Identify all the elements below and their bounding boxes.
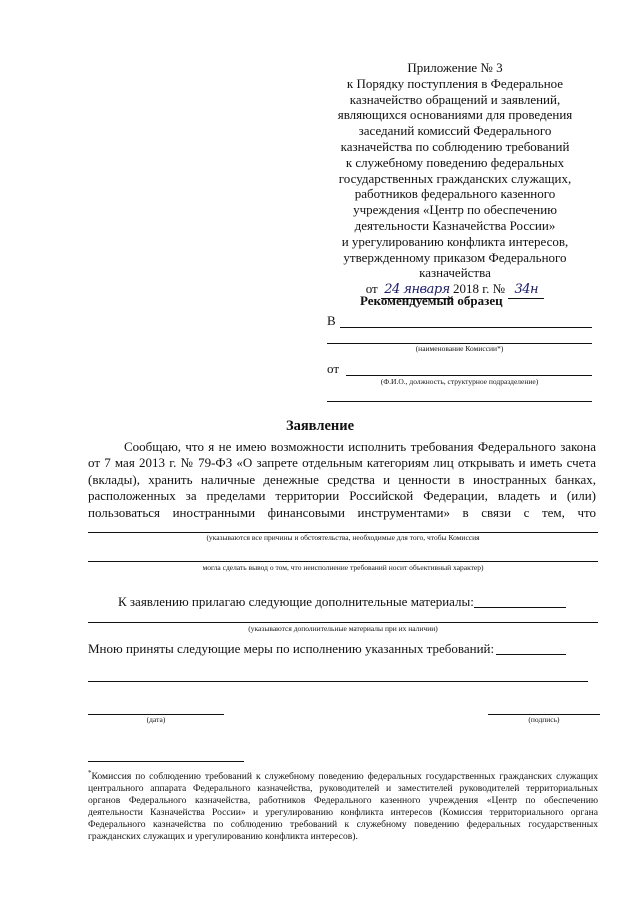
footnote xyxy=(88,767,598,843)
from-field-caption: (Ф.И.О., должность, структурное подразделение) xyxy=(380,377,539,386)
measures-line[interactable] xyxy=(88,681,588,682)
footnote-mark: * xyxy=(88,769,92,777)
header-line: являющихся основаниями для проведения xyxy=(337,107,573,123)
header-line: казначейство обращений и заявлений, xyxy=(349,91,561,107)
attachments-line[interactable] xyxy=(88,622,598,623)
date-prefix: от xyxy=(365,281,378,297)
from-field-line-2[interactable] xyxy=(327,401,592,402)
measures-label: Мною приняты следующие меры по исполнению указанных требований: xyxy=(88,641,495,656)
header-line: и урегулированию конфликта интересов, xyxy=(341,233,569,249)
reason-caption-1: (указываются все причины и обстоятельства, необходимые для того, чтобы Комиссия xyxy=(206,533,480,542)
date-suffix: 2018 г. № xyxy=(452,281,506,297)
handwritten-number: 34н xyxy=(508,282,544,299)
header-line: утвержденному приказом Федерального xyxy=(343,249,567,265)
header-line: казначейства xyxy=(419,265,491,281)
header-line: государственных гражданских служащих, xyxy=(338,170,572,186)
header-line: учреждения «Центр по обеспечению xyxy=(353,202,557,218)
header-line: работников федерального казенного xyxy=(354,186,556,202)
header-line: деятельности Казначейства России» xyxy=(354,217,556,233)
footnote-text: Комиссия по соблюдению требований к служебному поведению федеральных государственных гражданских служащих центрального аппарата Федерального казначейства, руководителей и заместителей руководителей территориальных органов Федерального казначейства, работников Федерального казенного учреждения «Центр по обеспечению деятельности Казначейства России» и урегулированию конфликта интересов (Комиссия территориального органа Федерального казначейства по соблюдению требований к служебному поведению федеральных государственных гражданских служащих и урегулированию конфликта интересов). xyxy=(88,771,598,843)
from-prefix: от xyxy=(327,361,340,376)
attachments-inline-line[interactable] xyxy=(474,607,566,608)
attachments-label: К заявлению прилагаю следующие дополнительные материалы: xyxy=(118,594,474,609)
header-line: казначейства по соблюдению требований xyxy=(340,138,570,154)
reason-line-2[interactable] xyxy=(88,561,598,562)
to-prefix: В xyxy=(327,313,336,328)
to-field-caption: (наименование Комиссии*) xyxy=(415,344,504,353)
document-title: Заявление xyxy=(285,418,355,434)
header-line: к служебному поведению федеральных xyxy=(345,154,565,170)
date-caption: (дата) xyxy=(146,715,166,724)
handwritten-date: 24 января xyxy=(381,282,453,299)
reason-caption-2: могла сделать вывод о том, что неисполнение требований носит объективный характер) xyxy=(202,563,484,572)
from-field-line[interactable] xyxy=(346,375,592,376)
sample-label: Рекомендуемый образец xyxy=(360,293,503,308)
measures-inline-line[interactable] xyxy=(496,654,566,655)
statement-body xyxy=(88,439,596,521)
header-line: заседаний комиссий Федерального xyxy=(358,123,552,139)
signature-caption: (подпись) xyxy=(528,715,560,724)
header-line: к Порядку поступления в Федеральное xyxy=(346,75,564,91)
statement-paragraph: Сообщаю, что я не имею возможности исполнить требования Федерального закона от 7 мая 2013 г. № 79-ФЗ «О запрете отдельным категориям лиц открывать и иметь счета (вклады), хранить наличные денежные средства и ценности в иностранных банках, расположенных за пределами территории Российской Федерации, владеть и (или) пользоваться иностранными финансовыми инструментами» в связи с тем, что xyxy=(88,439,596,520)
footnote-rule xyxy=(88,761,244,762)
header-line: Приложение № 3 xyxy=(407,60,503,75)
to-field-line[interactable] xyxy=(340,327,592,328)
attachments-caption: (указываются дополнительные материалы при их наличии) xyxy=(248,624,438,633)
appendix-header xyxy=(305,60,605,299)
